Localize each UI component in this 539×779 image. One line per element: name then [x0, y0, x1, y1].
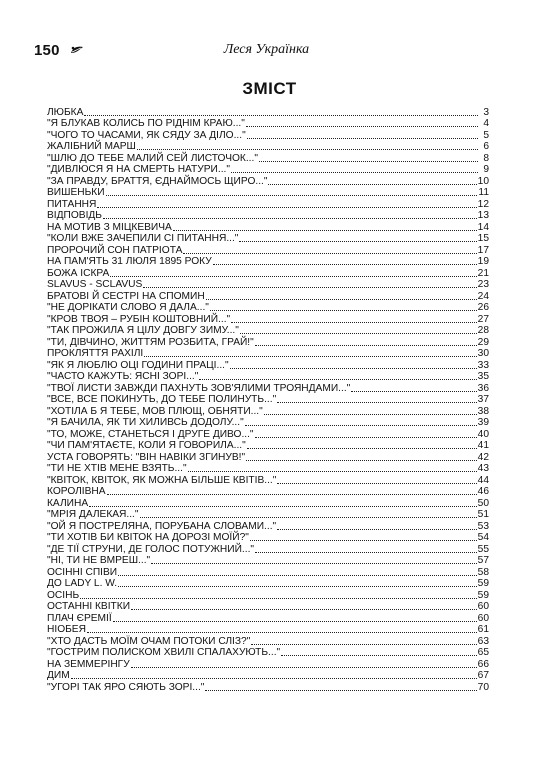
toc-dot-leader — [87, 632, 477, 633]
toc-entry-page: 67 — [477, 670, 489, 681]
toc-entry — [47, 210, 489, 222]
toc-entry-title: "ДИВЛЮСЯ Я НА СМЕРТЬ НАТУРИ..." — [47, 164, 230, 175]
toc-dot-leader — [188, 471, 477, 472]
toc-entry-title: "ДЕ ТІЇ СТРУНИ, ДЕ ГОЛОС ПОТУЖНИЙ..." — [47, 543, 255, 555]
toc-dot-leader — [268, 184, 476, 185]
toc-dot-leader — [106, 195, 478, 196]
toc-entry-page: 35 — [477, 371, 489, 382]
toc-entry — [47, 635, 489, 647]
toc-dot-leader — [89, 506, 477, 507]
toc-entry-page: 39 — [477, 417, 489, 428]
toc-entry — [47, 543, 489, 555]
toc-dot-leader — [277, 529, 477, 530]
toc-entry-title: "ГОСТРИМ ПОЛИСКОМ ХВИЛІ СПАЛАХУЮТЬ..." — [47, 647, 281, 658]
toc-entry-page: 19 — [477, 256, 489, 267]
toc-entry-page: 14 — [477, 221, 489, 233]
toc-entry-page: 53 — [477, 520, 489, 532]
running-header-author: Леся Українка — [223, 42, 310, 57]
toc-dot-leader — [183, 253, 476, 254]
toc-entry-title: ЛЮБКА — [47, 106, 84, 118]
toc-dot-leader — [247, 448, 477, 449]
toc-entry-title: КОРОЛІВНА — [47, 486, 106, 497]
toc-entry-page: 30 — [477, 348, 489, 359]
toc-entry-title: ОСІННІ СПІВИ — [47, 566, 118, 578]
toc-entry — [47, 382, 489, 394]
toc-dot-leader — [97, 207, 476, 208]
toc-entry-page: 57 — [477, 555, 489, 566]
toc-entry — [47, 118, 489, 130]
toc-dot-leader — [206, 299, 477, 300]
toc-dot-leader — [143, 287, 476, 288]
toc-dot-leader — [351, 391, 476, 392]
toc-entry-page: 61 — [477, 624, 489, 635]
toc-dot-leader — [80, 598, 477, 599]
toc-entry-page: 8 — [483, 152, 489, 164]
toc-entry-title: "ТИ, ДІВЧИНО, ЖИТТЯМ РОЗБИТА, ГРАЙ!" — [47, 336, 254, 348]
toc-entry — [47, 313, 489, 325]
toc-dot-leader — [239, 241, 476, 242]
toc-dot-leader — [247, 138, 478, 139]
toc-entry-title: "КОЛИ ВЖЕ ЗАЧЕПИЛИ СІ ПИТАННЯ..." — [47, 233, 239, 244]
toc-entry-page: 55 — [477, 543, 489, 555]
toc-dot-leader — [107, 494, 477, 495]
toc-entry-page: 60 — [477, 612, 489, 624]
toc-entry-page: 41 — [477, 440, 489, 451]
toc-entry-title: НА ПАМ'ЯТЬ 31 ЛЮЛЯ 1895 РОКУ — [47, 256, 212, 267]
toc-entry-page: 59 — [477, 578, 489, 589]
toc-dot-leader — [137, 149, 478, 150]
toc-entry — [47, 336, 489, 348]
toc-entry — [47, 578, 489, 590]
toc-dot-leader — [213, 264, 477, 265]
toc-entry-title: ДО LADY L. W. — [47, 578, 118, 589]
toc-entry — [47, 589, 489, 601]
toc-entry-page: 70 — [477, 681, 489, 693]
toc-entry-title: ПРОРОЧИЙ СОН ПАТРІОТА — [47, 244, 183, 256]
toc-entry-title: НІОБЕЯ — [47, 624, 86, 635]
toc-entry-page: 66 — [477, 658, 489, 670]
toc-entry-page: 4 — [483, 118, 489, 129]
toc-entry-page: 3 — [483, 106, 489, 118]
toc-dot-leader — [246, 126, 478, 127]
toc-entry-page: 13 — [477, 210, 489, 221]
toc-entry-title: ОСІНЬ — [47, 589, 80, 601]
toc-dot-leader — [103, 218, 477, 219]
toc-entry — [47, 681, 489, 693]
toc-entry — [47, 463, 489, 475]
toc-entry-page: 27 — [477, 313, 489, 325]
toc-entry-page: 26 — [477, 302, 489, 313]
toc-entry — [47, 233, 489, 245]
toc-entry — [47, 198, 489, 210]
toc-dot-leader — [113, 621, 477, 622]
toc-entry-title: УСТА ГОВОРЯТЬ: "ВІН НАВІКИ ЗГИНУВ!" — [47, 451, 246, 463]
toc-entry-page: 24 — [477, 290, 489, 302]
toc-dot-leader — [118, 575, 477, 576]
toc-entry — [47, 486, 489, 498]
toc-dot-leader — [131, 667, 477, 668]
toc-entry-title: "ХТО ДАСТЬ МОЇМ ОЧАМ ПОТОКИ СЛІЗ?" — [47, 635, 251, 647]
toc-entry — [47, 428, 489, 440]
toc-entry — [47, 359, 489, 371]
toc-entry-page: 43 — [477, 463, 489, 474]
toc-entry-page: 15 — [477, 233, 489, 244]
toc-entry-title: ОСТАННІ КВІТКИ — [47, 601, 131, 612]
toc-dot-leader — [151, 563, 477, 564]
toc-dot-leader — [118, 586, 477, 587]
toc-entry — [47, 267, 489, 279]
toc-entry — [47, 566, 489, 578]
toc-entry-title: "ТВОЇ ЛИСТИ ЗАВЖДИ ПАХНУТЬ ЗОВ'ЯЛИМИ ТРОЯНДАМИ..." — [47, 382, 351, 394]
toc-dot-leader — [231, 172, 478, 173]
toc-entry-page: 42 — [477, 451, 489, 463]
toc-dot-leader — [255, 437, 477, 438]
toc-entry — [47, 497, 489, 509]
toc-entry-title: "Я БАЧИЛА, ЯК ТИ ХИЛИВСЬ ДОДОЛУ..." — [47, 417, 244, 428]
toc-dot-leader — [205, 690, 476, 691]
toc-entry — [47, 417, 489, 429]
toc-entry-title: "НЕ ДОРІКАТИ СЛОВО Я ДАЛА..." — [47, 302, 209, 313]
toc-entry-page: 17 — [477, 244, 489, 256]
toc-dot-leader — [240, 333, 477, 334]
toc-entry-page: 11 — [478, 187, 489, 198]
toc-entry-title: ВИШЕНЬКИ — [47, 187, 105, 198]
toc-entry — [47, 221, 489, 233]
toc-entry-title: "ВСЕ, ВСЕ ПОКИНУТЬ, ДО ТЕБЕ ПОЛИНУТЬ..." — [47, 394, 277, 405]
toc-dot-leader — [277, 483, 476, 484]
toc-entry — [47, 405, 489, 417]
toc-entry — [47, 290, 489, 302]
toc-entry-page: 6 — [483, 141, 489, 152]
toc-entry-title: "ЧИ ПАМ'ЯТАЄТЕ, КОЛИ Я ГОВОРИЛА..." — [47, 440, 246, 451]
toc-entry-title: ДИМ — [47, 670, 70, 681]
toc-entry-title: ПРОКЛЯТТЯ РАХІЛІ — [47, 348, 144, 359]
toc-dot-leader — [110, 276, 476, 277]
toc-entry-title: "ТИ ХОТІВ БИ КВІТОК НА ДОРОЗІ МОЇЙ?" — [47, 532, 249, 543]
toc-entry-page: 58 — [477, 566, 489, 578]
toc-dot-leader — [210, 310, 477, 311]
toc-dot-leader — [259, 161, 478, 162]
toc-entry — [47, 601, 489, 613]
toc-dot-leader — [199, 379, 476, 380]
toc-dot-leader — [173, 230, 477, 231]
toc-entry-title: "ЯК Я ЛЮБЛЮ ОЦІ ГОДИНИ ПРАЦІ..." — [47, 359, 229, 371]
toc-dot-leader — [84, 115, 478, 116]
toc-entry-title: НА МОТИВ З МІЦКЕВИЧА — [47, 221, 172, 233]
toc-entry-title: "ТИ НЕ ХТІВ МЕНЕ ВЗЯТЬ..." — [47, 463, 187, 474]
toc-entry-title: "ТАК ПРОЖИЛА Я ЦІЛУ ДОВГУ ЗИМУ..." — [47, 325, 239, 336]
toc-entry — [47, 647, 489, 659]
toc-entry — [47, 187, 489, 199]
toc-entry-page: 65 — [477, 647, 489, 658]
toc-dot-leader — [277, 402, 476, 403]
toc-dot-leader — [131, 609, 477, 610]
toc-entry-page: 23 — [477, 279, 489, 290]
toc-dot-leader — [144, 356, 476, 357]
toc-entry — [47, 141, 489, 153]
toc-entry — [47, 325, 489, 337]
toc-dot-leader — [264, 414, 477, 415]
toc-entry-title: КАЛИНА — [47, 497, 89, 509]
toc-entry — [47, 371, 489, 383]
toc-entry-page: 37 — [477, 394, 489, 405]
toc-entry — [47, 175, 489, 187]
toc-entry-title: "ОЙ Я ПОСТРЕЛЯНА, ПОРУБАНА СЛОВАМИ..." — [47, 520, 277, 532]
toc-entry-page: 63 — [477, 635, 489, 647]
toc-entry — [47, 279, 489, 291]
toc-entry-page: 12 — [477, 198, 489, 210]
toc-entry-title: БОЖА ІСКРА — [47, 267, 110, 279]
toc-entry-title: "ЗА ПРАВДУ, БРАТТЯ, ЄДНАЙМОСЬ ЩИРО..." — [47, 175, 268, 187]
page-number: 150 — [34, 42, 60, 59]
toc-entry-page: 10 — [477, 175, 489, 187]
toc-entry-page: 33 — [477, 359, 489, 371]
toc-entry — [47, 532, 489, 544]
toc-entry — [47, 520, 489, 532]
toc-entry-page: 50 — [477, 497, 489, 509]
toc-entry-page: 29 — [477, 336, 489, 348]
toc-dot-leader — [245, 425, 477, 426]
toc-entry — [47, 394, 489, 406]
toc-entry-title: "КВІТОК, КВІТОК, ЯК МОЖНА БІЛЬШЕ КВІТІВ..." — [47, 474, 277, 486]
toc-dot-leader — [140, 517, 477, 518]
toc-entry-title: SLAVUS - SCLAVUS — [47, 279, 143, 290]
toc-entry-page: 36 — [477, 382, 489, 394]
toc-dot-leader — [281, 655, 476, 656]
toc-entry-title: НА ЗЕММЕРІНГУ — [47, 658, 130, 670]
toc-entry — [47, 658, 489, 670]
page-title: ЗМІСТ — [242, 79, 297, 98]
toc-entry — [47, 152, 489, 164]
toc-entry — [47, 256, 489, 268]
toc-entry-title: "МРІЯ ДАЛЕКАЯ..." — [47, 509, 139, 520]
toc-entry-title: БРАТОВІ Й СЕСТРІ НА СПОМИН — [47, 290, 205, 302]
toc-entry-page: 60 — [477, 601, 489, 612]
toc-entry — [47, 129, 489, 141]
toc-entry-title: "ХОТІЛА Б Я ТЕБЕ, МОВ ПЛЮЩ, ОБНЯТИ..." — [47, 405, 263, 417]
toc-dot-leader — [250, 540, 477, 541]
toc-entry — [47, 244, 489, 256]
toc-entry — [47, 451, 489, 463]
toc-entry-page: 54 — [477, 532, 489, 543]
toc-entry-page: 38 — [477, 405, 489, 417]
running-header — [34, 42, 499, 62]
toc-entry-page: 21 — [477, 267, 489, 279]
toc-dot-leader — [231, 322, 477, 323]
toc-entry — [47, 164, 489, 176]
toc-dot-leader — [251, 644, 476, 645]
toc-entry-page: 51 — [477, 509, 489, 520]
toc-entry-title: ЖАЛІБНИЙ МАРШ — [47, 141, 136, 152]
toc-entry-page: 9 — [483, 164, 489, 175]
toc-entry-title: "НІ, ТИ НЕ ВМРЕШ..." — [47, 555, 151, 566]
toc-entry-title: "УГОРІ ТАК ЯРО СЯЮТЬ ЗОРІ..." — [47, 681, 205, 693]
toc-entry-page: 5 — [483, 129, 489, 141]
toc-entry-page: 28 — [477, 325, 489, 336]
toc-entry — [47, 624, 489, 636]
toc-entry-page: 44 — [477, 474, 489, 486]
toc-entry — [47, 106, 489, 118]
toc-dot-leader — [71, 678, 477, 679]
toc-entry-title: "КРОВ ТВОЯ – РУБІН КОШТОВНИЙ..." — [47, 313, 231, 325]
toc-dot-leader — [230, 368, 477, 369]
toc-entry-title: "ТО, МОЖЕ, СТАНЕТЬСЯ І ДРУГЕ ДИВО..." — [47, 428, 254, 440]
toc-entry — [47, 555, 489, 567]
toc-dot-leader — [246, 460, 477, 461]
toc-entry — [47, 440, 489, 452]
toc-entry — [47, 348, 489, 360]
toc-entry-title: "Я БЛУКАВ КОЛИСЬ ПО РІДНІМ КРАЮ..." — [47, 118, 245, 129]
toc-entry — [47, 509, 489, 521]
toc-dot-leader — [255, 345, 477, 346]
toc-entry-title: "ЧАСТО КАЖУТЬ: ЯСНІ ЗОРІ..." — [47, 371, 199, 382]
table-of-contents — [47, 106, 489, 693]
toc-entry-title: "ШЛЮ ДО ТЕБЕ МАЛИЙ СЕЙ ЛИСТОЧОК..." — [47, 152, 258, 164]
toc-entry — [47, 670, 489, 682]
toc-dot-leader — [255, 552, 477, 553]
toc-entry-title: ВІДПОВІДЬ — [47, 210, 102, 221]
toc-entry-title: ПИТАННЯ — [47, 198, 97, 210]
toc-entry — [47, 612, 489, 624]
toc-entry — [47, 474, 489, 486]
toc-entry-title: ПЛАЧ ЄРЕМІЇ — [47, 612, 112, 624]
toc-entry-page: 59 — [477, 589, 489, 601]
toc-entry-title: "ЧОГО ТО ЧАСАМИ, ЯК СЯДУ ЗА ДІЛО..." — [47, 129, 246, 141]
toc-entry — [47, 302, 489, 314]
toc-entry-page: 40 — [477, 428, 489, 440]
toc-entry-page: 46 — [477, 486, 489, 497]
